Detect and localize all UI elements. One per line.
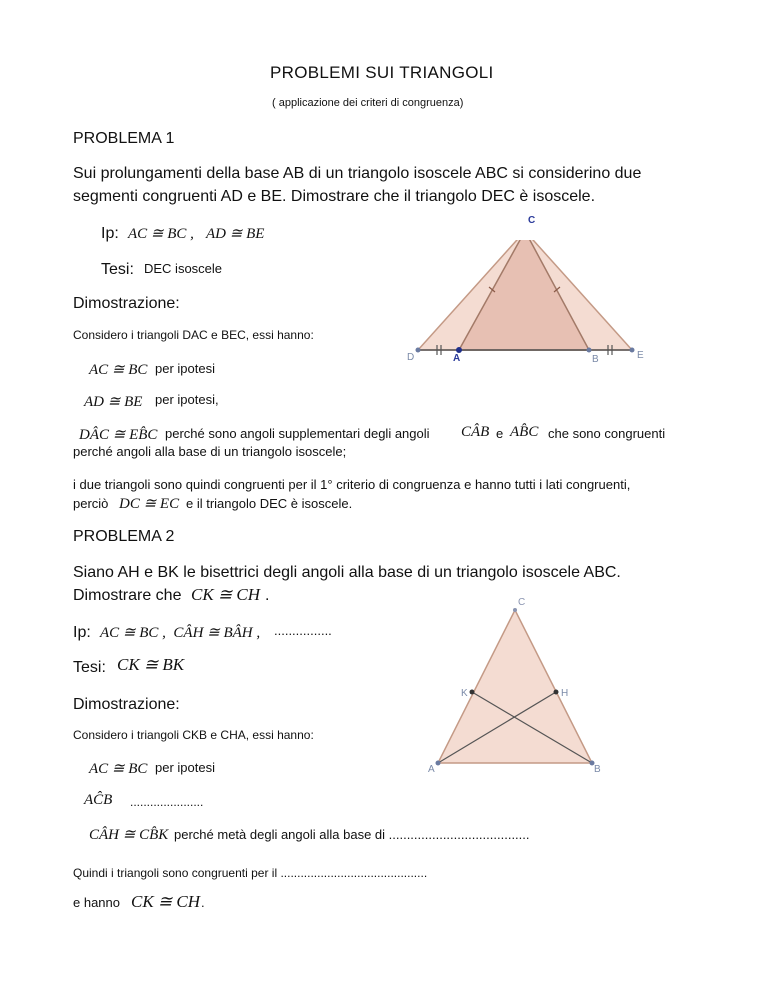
problem2-consider: Considero i triangoli CKB e CHA, essi hanno: — [73, 728, 314, 742]
point-c — [513, 608, 517, 612]
problem2-ehanno-dot: . — [201, 895, 205, 910]
problem2-thesis-label: Tesi: — [73, 659, 106, 676]
problem1-line3-math: DÂC ≅ EB̂C — [79, 427, 158, 443]
problem2-ehanno-math: CK ≅ CH — [131, 892, 201, 911]
problem1-conclusion-math: DC ≅ EC — [119, 496, 180, 512]
problem1-line1-math: AC ≅ BC — [89, 362, 148, 378]
problem2-line2-math: AĈB — [84, 792, 113, 808]
figure1-label-e: E — [637, 350, 644, 361]
problem1-demo-heading: Dimostrazione: — [73, 295, 180, 312]
problem1-conclusion-pre: perciò — [73, 496, 109, 511]
problem1-line3-math3: AB̂C — [510, 424, 539, 440]
problem1-text-line2: segmenti congruenti AD e BE. Dimostrare che il triangolo DEC è isoscele. — [73, 188, 596, 205]
problem2-line3-text: perché metà degli angoli alla base di ....................................... — [174, 827, 530, 842]
point-a — [436, 761, 441, 766]
problem2-hypothesis-math: AC ≅ BC , CÂH ≅ BÂH , — [100, 625, 261, 641]
figure1-label-d: D — [407, 352, 415, 363]
problem1-consider: Considero i triangoli DAC e BEC, essi hanno: — [73, 328, 314, 342]
problem1-triangle-figure — [395, 240, 665, 375]
problem2-quindi: Quindi i triangoli sono congruenti per il ............................................ — [73, 866, 428, 880]
figure1-label-a: A — [453, 353, 461, 364]
point-k — [470, 690, 475, 695]
problem1-line3-continuation: perché angoli alla base di un triangolo isoscele; — [73, 444, 347, 459]
problem2-thesis-math: CK ≅ BK — [117, 655, 185, 674]
problem2-ehanno: e hanno — [73, 895, 120, 910]
problem2-heading: PROBLEMA 2 — [73, 528, 175, 545]
figure1-label-b: B — [592, 354, 599, 365]
problem1-line1-text: per ipotesi — [155, 361, 215, 376]
figure2-label-a: A — [428, 764, 435, 775]
point-e — [630, 348, 635, 353]
problem2-line2-dots: ...................... — [130, 795, 204, 809]
problem1-heading: PROBLEMA 1 — [73, 130, 175, 147]
problem1-conclusion-line1: i due triangoli sono quindi congruenti per il 1° criterio di congruenza e hanno tutti i lati congruenti, — [73, 477, 631, 492]
problem1-hypothesis-label: Ip: — [101, 225, 119, 242]
triangle-abc — [438, 610, 592, 763]
page-title: PROBLEMI SUI TRIANGOLI — [270, 63, 494, 82]
figure1-label-c: C — [528, 215, 536, 226]
problem2-line1-text: per ipotesi — [155, 760, 215, 775]
problem1-hypothesis-math1: AC ≅ BC , — [128, 226, 194, 242]
problem1-thesis-label: Tesi: — [101, 261, 134, 278]
problem1-text-line1: Sui prolungamenti della base AB di un triangolo isoscele ABC si considerino due — [73, 165, 642, 182]
point-b — [587, 348, 592, 353]
problem1-hypothesis-math2: AD ≅ BE — [206, 226, 265, 242]
problem1-line3-math2: CÂB — [461, 424, 490, 440]
problem1-conclusion-post: e il triangolo DEC è isoscele. — [186, 496, 353, 511]
problem2-text-line2: Dimostrare che — [73, 587, 182, 604]
figure2-label-b: B — [594, 764, 601, 775]
problem1-line2-math: AD ≅ BE — [84, 394, 143, 410]
problem1-line2-text: per ipotesi, — [155, 392, 219, 407]
figure2-label-k: K — [461, 688, 468, 699]
problem2-text-line1: Siano AH e BK le bisettrici degli angoli alla base di un triangolo isoscele ABC. — [73, 564, 621, 581]
figure2-label-c: C — [518, 597, 526, 608]
problem2-text-dot: . — [265, 587, 270, 604]
page-subtitle: ( applicazione dei criteri di congruenza) — [272, 97, 464, 109]
point-h — [554, 690, 559, 695]
problem2-triangle-figure — [425, 600, 605, 775]
problem2-hypothesis-dots: ................ — [274, 623, 332, 638]
problem1-thesis-text: DEC isoscele — [144, 261, 223, 276]
problem2-line3-math: CÂH ≅ CB̂K — [89, 827, 169, 843]
problem1-line3-e: e — [496, 426, 504, 441]
problem2-text-math: CK ≅ CH — [191, 585, 261, 604]
problem2-demo-heading: Dimostrazione: — [73, 696, 180, 713]
figure2-label-h: H — [561, 688, 569, 699]
problem1-line3-text-a: perché sono angoli supplementari degli angoli — [165, 426, 430, 441]
point-d — [416, 348, 421, 353]
problem2-line1-math: AC ≅ BC — [89, 761, 148, 777]
problem2-hypothesis-label: Ip: — [73, 624, 91, 641]
problem1-line3-text-b: che sono congruenti — [548, 426, 666, 441]
